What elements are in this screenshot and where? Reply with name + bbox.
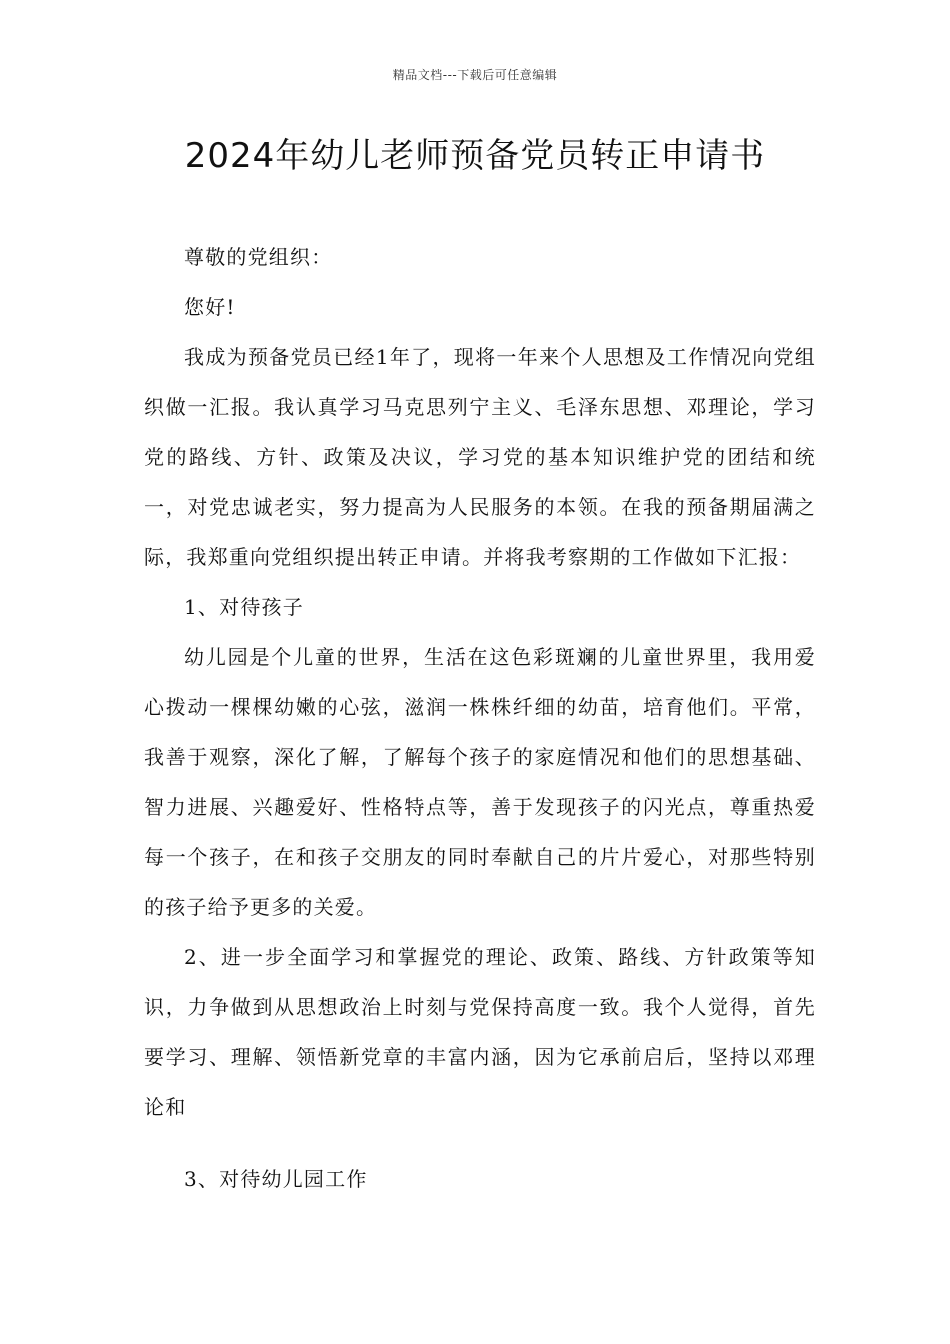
paragraph-gap — [144, 1132, 816, 1154]
document-title: 2024年幼儿老师预备党员转正申请书 — [184, 136, 766, 176]
paragraph-children: 幼儿园是个儿童的世界，生活在这色彩斑斓的儿童世界里，我用爱心拨动一棵棵幼嫩的心弦，滋润一株株纤细的幼苗，培育他们。平常，我善于观察，深化了解，了解每个孩子的家庭情况和他们的思想基础、智力进展、兴趣爱好、性格特点等，善于发现孩子的闪光点，尊重热爱每一个孩子，在和孩子交朋友的同时奉献自己的片片爱心，对那些特别的孩子给予更多的关爱。 — [144, 645, 816, 919]
salutation: 尊敬的党组织： — [184, 245, 333, 269]
section-heading-3: 3、对待幼儿园工作 — [184, 1167, 368, 1191]
section-heading-1: 1、对待孩子 — [184, 595, 304, 619]
header-note: 精品文档---下载后可任意编辑 — [392, 68, 558, 82]
paragraph-intro: 我成为预备党员已经1年了，现将一年来个人思想及工作情况向党组织做一汇报。我认真学习马克思列宁主义、毛泽东思想、邓理论，学习党的路线、方针、政策及决议，学习党的基本知识维护党的团结和统一，对党忠诚老实，努力提高为人民服务的本领。在我的预备期届满之际，我郑重向党组织提出转正申请。并将我考察期的工作做如下汇报： — [144, 345, 816, 569]
document-body — [144, 232, 816, 1204]
paragraph-study: 2、进一步全面学习和掌握党的理论、政策、路线、方针政策等知识，力争做到从思想政治上时刻与党保持高度一致。我个人觉得，首先要学习、理解、领悟新党章的丰富内涵，因为它承前启后，坚持以邓理论和 — [144, 945, 816, 1119]
greeting: 您好! — [184, 295, 236, 319]
